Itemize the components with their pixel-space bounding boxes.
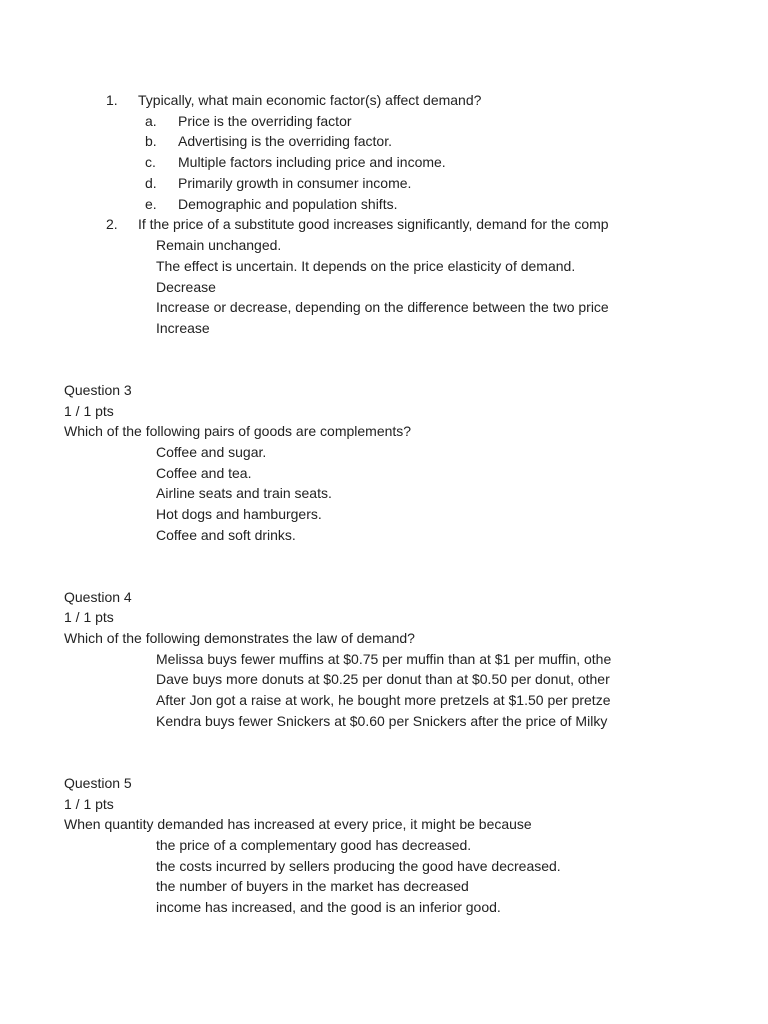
q1-option-letter: e.	[145, 196, 157, 212]
q1-number: 1.	[106, 92, 118, 108]
q1-option-text: Multiple factors including price and income.	[178, 154, 446, 170]
q1-option-letter: c.	[145, 154, 156, 170]
q5-heading: Question 5	[64, 775, 132, 791]
q4-heading: Question 4	[64, 589, 132, 605]
q1-option-letter: b.	[145, 133, 157, 149]
q3-heading: Question 3	[64, 382, 132, 398]
q1-option-letter: d.	[145, 175, 157, 191]
q4-option: Kendra buys fewer Snickers at $0.60 per Snickers after the price of Milky	[156, 713, 608, 729]
q1-question: Typically, what main economic factor(s) affect demand?	[138, 92, 482, 108]
q3-points: 1 / 1 pts	[64, 403, 114, 419]
q1-option-text: Price is the overriding factor	[178, 113, 352, 129]
q2-option: Increase	[156, 320, 210, 336]
q2-question: If the price of a substitute good increases significantly, demand for the comp	[138, 216, 609, 232]
q5-points: 1 / 1 pts	[64, 796, 114, 812]
q4-points: 1 / 1 pts	[64, 609, 114, 625]
q1-option-text: Advertising is the overriding factor.	[178, 133, 392, 149]
q4-question: Which of the following demonstrates the law of demand?	[64, 630, 415, 646]
q1-option-text: Primarily growth in consumer income.	[178, 175, 412, 191]
q1-option-text: Demographic and population shifts.	[178, 196, 398, 212]
q3-option: Coffee and soft drinks.	[156, 527, 296, 543]
q3-option: Coffee and sugar.	[156, 444, 267, 460]
q5-option: income has increased, and the good is an inferior good.	[156, 899, 501, 915]
q5-question: When quantity demanded has increased at every price, it might be because	[64, 816, 532, 832]
q5-option: the costs incurred by sellers producing the good have decreased.	[156, 858, 561, 874]
q3-question: Which of the following pairs of goods are complements?	[64, 423, 412, 439]
q4-option: After Jon got a raise at work, he bought more pretzels at $1.50 per pretze	[156, 692, 611, 708]
q3-option: Airline seats and train seats.	[156, 485, 332, 501]
q2-option: Decrease	[156, 279, 216, 295]
q4-option: Dave buys more donuts at $0.25 per donut than at $0.50 per donut, other	[156, 671, 610, 687]
q1-option-letter: a.	[145, 113, 157, 129]
q5-option: the price of a complementary good has decreased.	[156, 837, 472, 853]
q5-option: the number of buyers in the market has decreased	[156, 878, 469, 894]
q3-option: Hot dogs and hamburgers.	[156, 506, 322, 522]
q2-option: The effect is uncertain. It depends on the price elasticity of demand.	[156, 258, 576, 274]
q4-option: Melissa buys fewer muffins at $0.75 per muffin than at $1 per muffin, othe	[156, 651, 612, 667]
q2-number: 2.	[106, 216, 118, 232]
q2-option: Increase or decrease, depending on the difference between the two price	[156, 299, 609, 315]
q3-option: Coffee and tea.	[156, 465, 252, 481]
q2-option: Remain unchanged.	[156, 237, 282, 253]
